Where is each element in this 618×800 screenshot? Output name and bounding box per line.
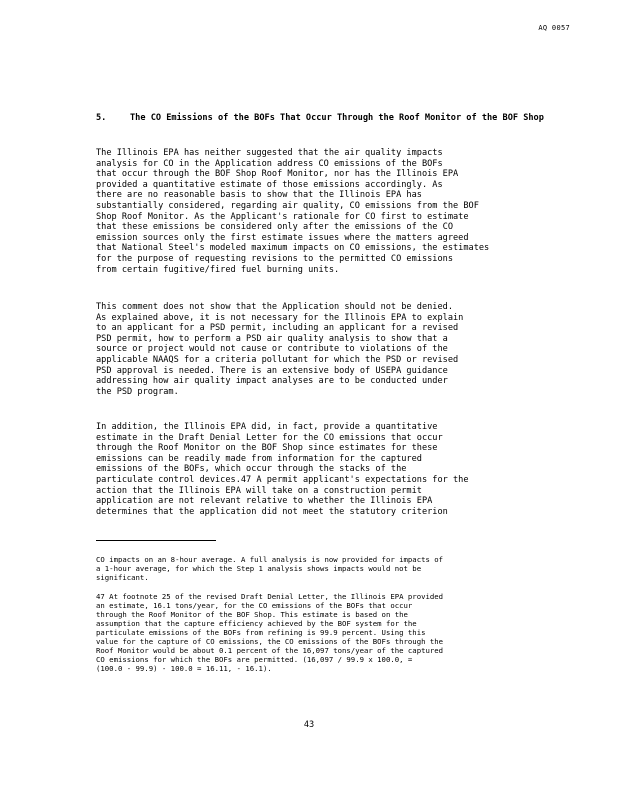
footnote-divider <box>96 540 216 541</box>
paragraph-1: The Illinois EPA has neither suggested that the air quality impacts analysis for CO in the Application address CO emissions of the BOFs that occur through the BOF Shop Roof Monitor, nor has the Illinois EPA provided a quantitative estimate of those emissions accordingly. As there are no reasonable basis to show that the Illinois EPA has substantially considered, regarding air quality, CO emissions from the BOF Shop Roof Monitor. As the Applicant's rationale for CO first to estimate that these emissions be considered only after the emissions of the CO emission sources only the first estimate issues where the matters agreed that National Steel's modeled maximum impacts on CO emissions, the estimates for the purpose of requesting revisions to the permitted CO emissions from certain fugitive/fired fuel burning units. <box>96 148 490 275</box>
page-identifier: AQ 0057 <box>538 24 570 32</box>
paragraph-2: This comment does not show that the Application should not be denied. As explained above, it is not necessary for the Illinois EPA to explain to an applicant for a PSD permit, including an applicant for a revised PSD permit, how to perform a PSD air quality analysis to show that a source or project would not cause or contribute to violations of the applicable NAAQS for a criteria pollutant for which the PSD or revised PSD approval is needed. There is an extensive body of USEPA guidance addressing how air quality impact analyses are to be conducted under the PSD program. <box>96 302 464 397</box>
footnote-47: 47 At footnote 25 of the revised Draft Denial Letter, the Illinois EPA provided an estimate, 16.1 tons/year, for the CO emissions of the BOFs that occur through the Roof Monitor of the BOF Shop. This estimate is based on the assumption that the capture efficiency achieved by the BOF system for the particulate emissions of the BOFs from refining is 99.9 percent. Using this value for the capture of CO emissions, the CO emissions of the BOFs through the Roof Monitor would be about 0.1 percent of the 16,097 tons/year of the captured CO emissions for which the BOFs are permitted. (16,097 / 99.9 x 100.0, = (100.0 - 99.9) - 100.0 = 16.11, - 16.1). <box>96 592 444 673</box>
footnotes <box>96 546 548 683</box>
footnote-continued: CO impacts on an 8-hour average. A full analysis is now provided for impacts of a 1-hour average, for which the Step 1 analysis shows impacts would not be significant. <box>96 555 444 582</box>
paragraph-3: In addition, the Illinois EPA did, in fact, provide a quantitative estimate in the Draft Denial Letter for the CO emissions that occur through the Roof Monitor on the BOF Shop since estimates for these emissions can be readily made from information for the captured emissions of the BOFs, which occur through the stacks of the particulate control devices.47 A permit applicant's expectations for the action that the Illinois EPA will take on a construction permit application are not relevant relative to whether the Illinois EPA determines that the application did not meet the statutory criterion <box>96 422 469 517</box>
section-number: 5. <box>96 113 107 123</box>
page-number: 43 <box>303 720 315 730</box>
section-title: The CO Emissions of the BOFs That Occur Through the Roof Monitor of the BOF Shop <box>130 113 544 123</box>
section-heading <box>96 112 544 124</box>
